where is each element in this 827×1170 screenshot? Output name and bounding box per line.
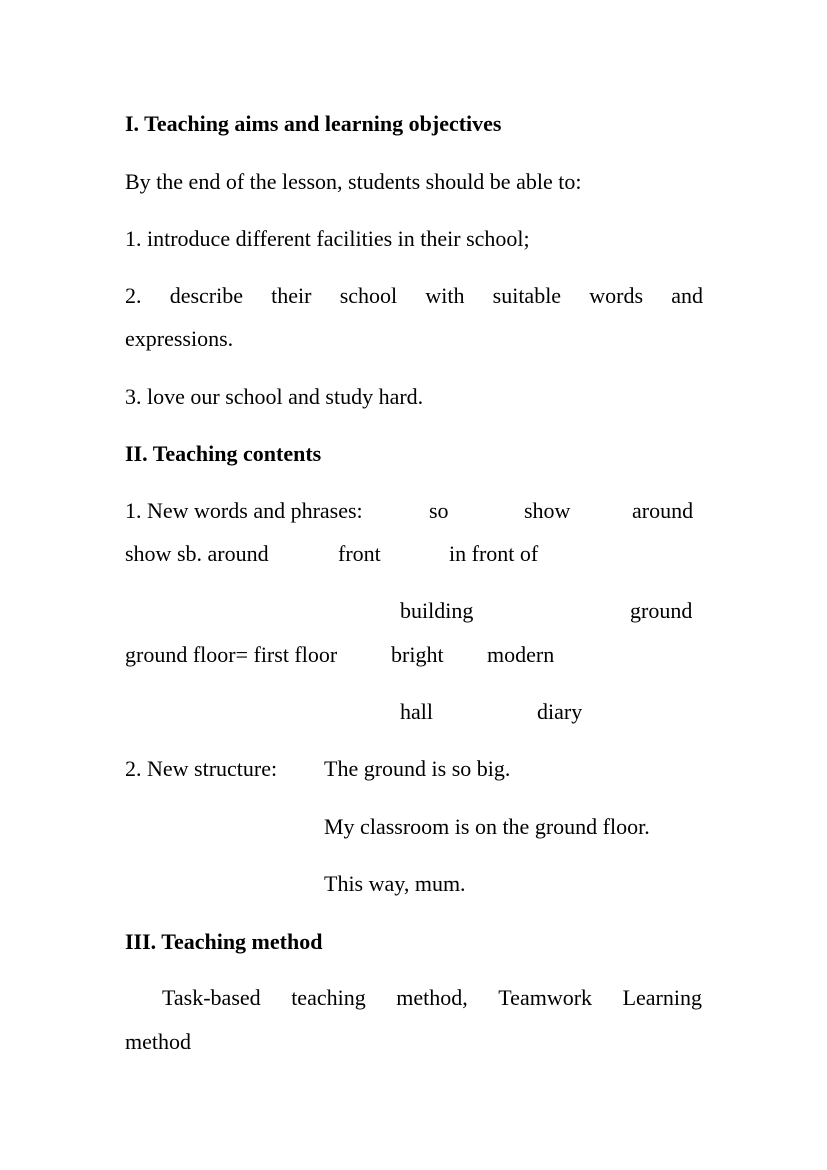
method-line: [162, 985, 702, 1011]
vocab-word: hall: [400, 699, 433, 724]
vocab-word: bright: [391, 642, 444, 667]
vocab-word: ground floor= first floor: [125, 642, 338, 667]
vocab-word: modern: [487, 642, 555, 667]
objective-item-1: 1. introduce different facilities in their school;: [125, 226, 530, 251]
vocab-word: diary: [537, 699, 583, 724]
objective-item-2-continuation: expressions.: [125, 326, 234, 351]
vocab-word: building: [400, 598, 474, 623]
section-1-heading: I. Teaching aims and learning objectives: [125, 111, 502, 136]
structure-label: 2. New structure:: [125, 756, 278, 781]
vocab-word: around: [632, 498, 694, 523]
word: teaching: [291, 985, 366, 1010]
vocab-word: show: [524, 498, 571, 523]
vocab-word: front: [338, 541, 381, 566]
structure-sentence: The ground is so big.: [324, 756, 511, 781]
word: describe: [169, 283, 243, 308]
word: words: [589, 283, 644, 308]
section-1-intro: By the end of the lesson, students should be able to:: [125, 169, 582, 194]
objective-item-3: 3. love our school and study hard.: [125, 384, 424, 409]
word: Learning: [622, 985, 702, 1010]
structure-sentence: My classroom is on the ground floor.: [324, 814, 650, 839]
word: Teamwork: [498, 985, 593, 1010]
section-3-heading: III. Teaching method: [125, 929, 323, 954]
objective-item-2-line: [125, 283, 703, 309]
vocab-word: in front of: [449, 541, 539, 566]
structure-sentence: This way, mum.: [324, 871, 466, 896]
vocab-word: so: [429, 498, 449, 523]
word: their: [271, 283, 312, 308]
vocab-word: show sb. around: [125, 541, 269, 566]
word: 2.: [125, 283, 142, 308]
word: Task-based: [162, 985, 261, 1010]
word: with: [425, 283, 465, 308]
method-line-continuation: method: [125, 1029, 191, 1054]
section-2-heading: II. Teaching contents: [125, 441, 322, 466]
vocab-word: ground: [630, 598, 693, 623]
word: suitable: [492, 283, 562, 308]
word: and: [671, 283, 703, 308]
word: method,: [396, 985, 468, 1010]
vocab-label: 1. New words and phrases:: [125, 498, 363, 523]
word: school: [339, 283, 398, 308]
